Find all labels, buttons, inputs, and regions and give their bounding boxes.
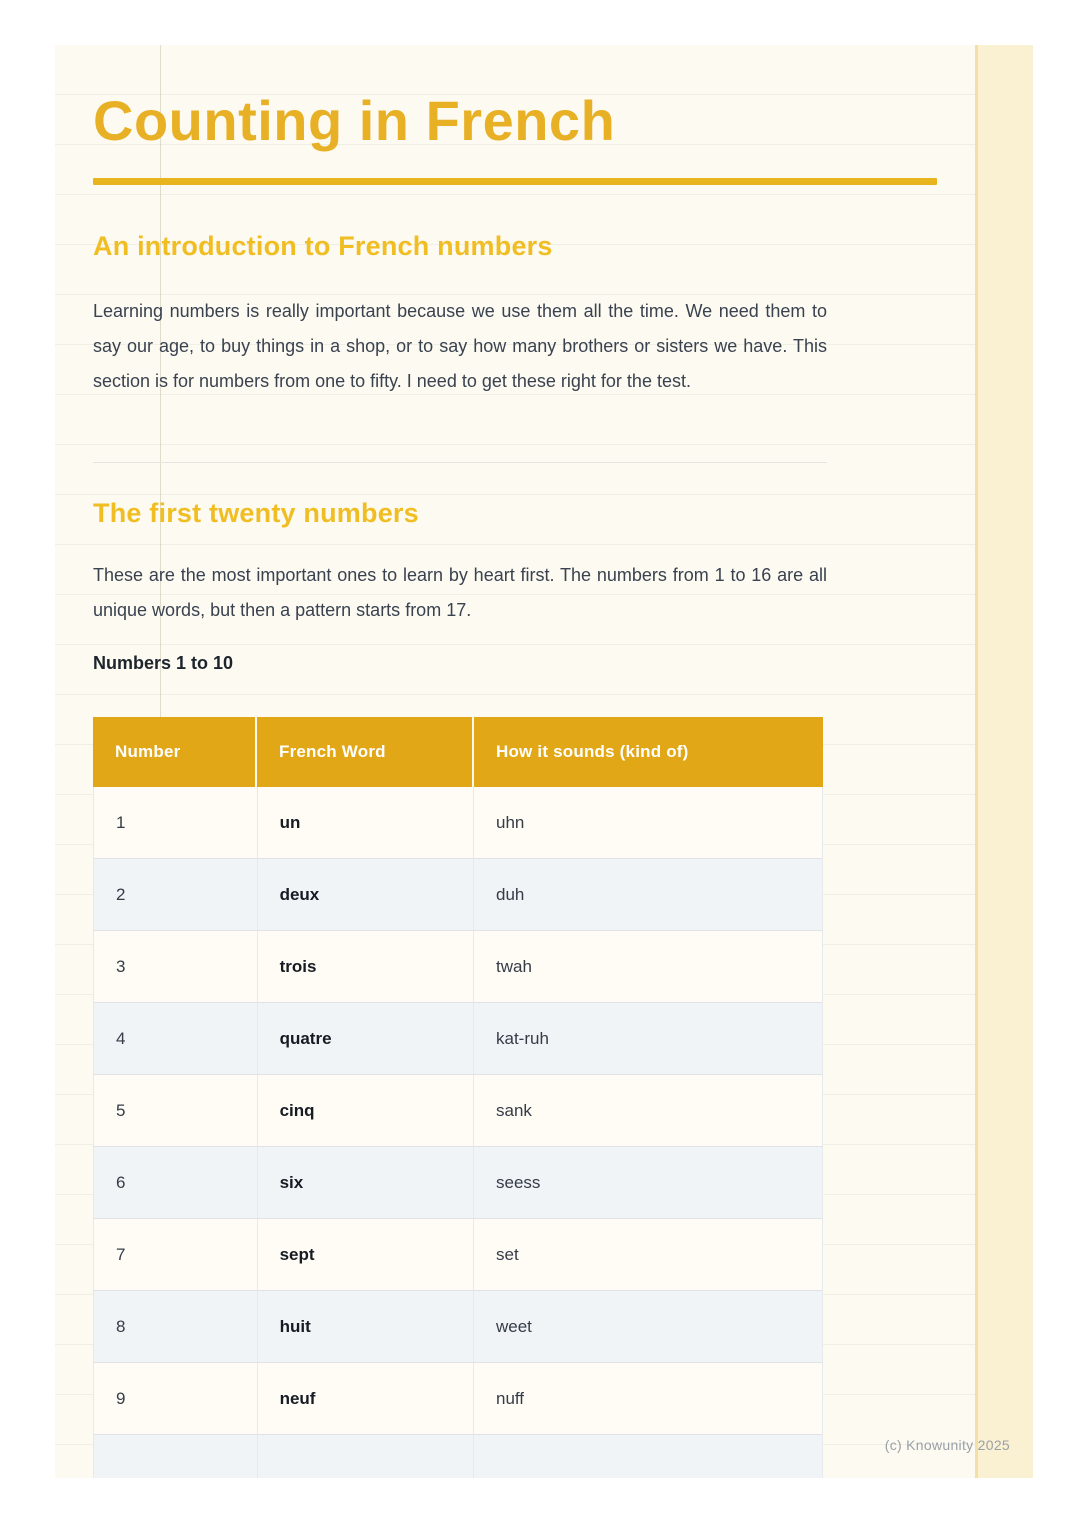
table-cell-word: deux <box>258 859 474 930</box>
table-cell-sound: duh <box>495 884 525 904</box>
table-row <box>93 859 823 931</box>
title-underline-rule <box>93 178 937 185</box>
section-heading-first-twenty: The first twenty numbers <box>93 498 419 528</box>
first-twenty-paragraph: These are the most important ones to learn by heart first. The numbers from 1 to 16 are all unique words, but then a pattern starts from 17. <box>93 565 827 620</box>
table-row <box>93 1219 823 1291</box>
table-cell-number: 2 <box>94 859 258 930</box>
table-cell-number: 3 <box>94 931 258 1002</box>
table-cell-number: 8 <box>94 1291 258 1362</box>
table-cell-word: quatre <box>258 1003 474 1074</box>
copyright-note: (c) Knowunity 2025 <box>884 1437 1010 1453</box>
table-cell-sound: nuff <box>495 1388 525 1408</box>
table-header-cell: Number <box>93 717 257 787</box>
table-row <box>93 1363 823 1435</box>
table-cell-number: 1 <box>94 787 258 858</box>
table-cell-number: 6 <box>94 1147 258 1218</box>
table-cell-word: neuf <box>258 1363 474 1434</box>
table-cell-sound: uhn <box>495 812 525 832</box>
document-page <box>55 45 1033 1478</box>
table-header-cell: French Word <box>257 717 474 787</box>
page-edge-stripe <box>975 45 1033 1478</box>
table-cell-sound: kat-ruh <box>495 1028 549 1048</box>
table-row <box>93 1075 823 1147</box>
section-heading-intro: An introduction to French numbers <box>93 231 553 261</box>
table-body <box>93 787 823 1478</box>
table-cell-word: un <box>258 787 474 858</box>
table-cell-number: 4 <box>94 1003 258 1074</box>
table-header-cell: How it sounds (kind of) <box>474 717 823 787</box>
intro-paragraph: Learning numbers is really important because we use them all the time. We need them to say our age, to buy things in a shop, or to say how many brothers or sisters we have. This section is for numbers from one to fifty. I need to get these right for the test. <box>93 301 827 391</box>
table-cell-word: six <box>258 1147 474 1218</box>
table-row <box>93 1291 823 1363</box>
table-cell-sound: seess <box>495 1172 541 1192</box>
table-cell-empty <box>258 1435 474 1478</box>
table-cell-word: cinq <box>258 1075 474 1146</box>
table-row <box>93 931 823 1003</box>
table-cell-number: 9 <box>94 1363 258 1434</box>
table-cell-empty <box>474 1435 822 1478</box>
table-cell-empty <box>94 1435 258 1478</box>
table-row-partial <box>93 1435 823 1478</box>
table-row <box>93 787 823 859</box>
table-row <box>93 1003 823 1075</box>
table-cell-word: sept <box>258 1219 474 1290</box>
table-cell-sound: weet <box>495 1316 532 1336</box>
table-cell-word: trois <box>258 931 474 1002</box>
table-cell-sound: twah <box>495 956 532 976</box>
table-cell-sound: set <box>495 1244 519 1264</box>
table-header-row <box>93 717 823 787</box>
table-row <box>93 1147 823 1219</box>
page-title: Counting in French <box>93 89 616 152</box>
section-divider <box>93 462 827 463</box>
table-cell-number: 7 <box>94 1219 258 1290</box>
numbers-table <box>93 717 823 1478</box>
table-cell-number: 5 <box>94 1075 258 1146</box>
table-cell-word: huit <box>258 1291 474 1362</box>
table-cell-sound: sank <box>495 1100 532 1120</box>
table-subheading: Numbers 1 to 10 <box>93 653 234 673</box>
